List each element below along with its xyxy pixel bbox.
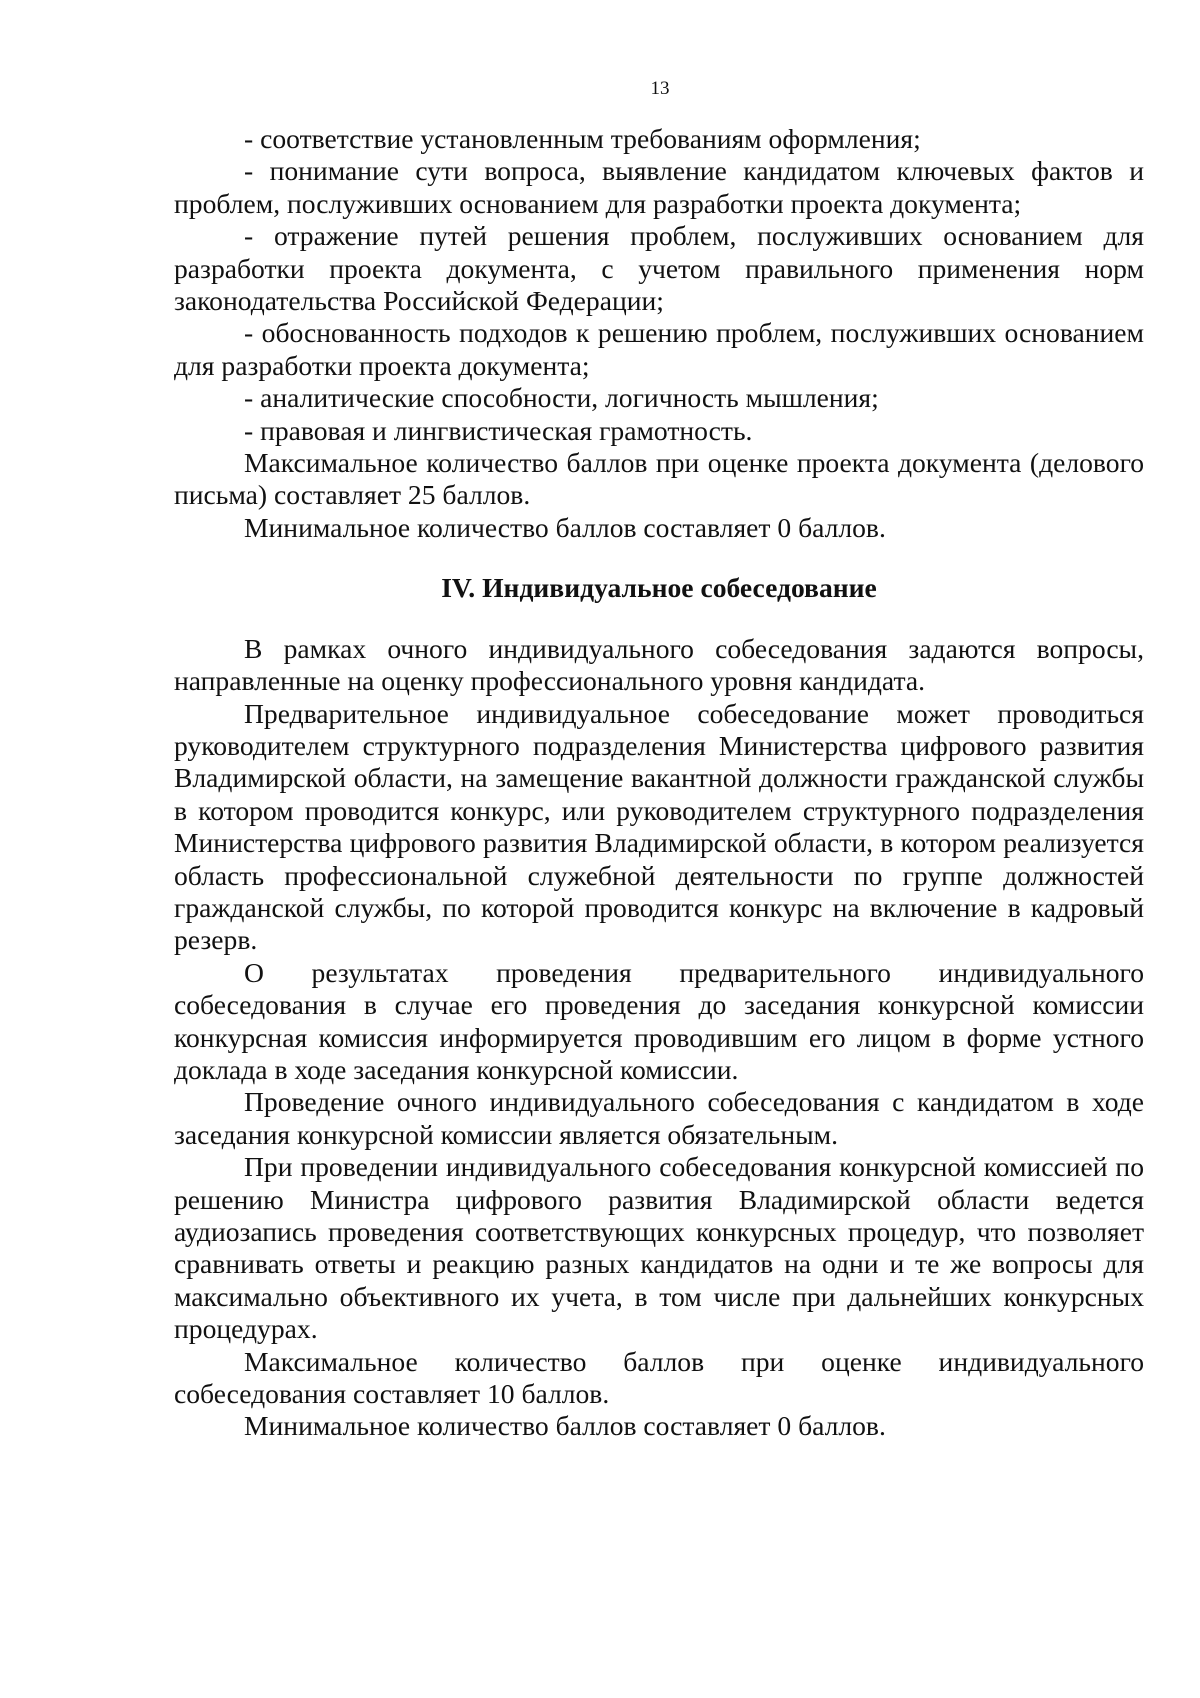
interview-min-score-paragraph: Минимальное количество баллов составляет 0 баллов. — [244, 1410, 886, 1442]
section-heading: IV. Индивидуальное собеседование — [441, 572, 877, 604]
interview-paragraph: Проведение очного индивидуального собеседования с кандидатом в ходе заседания конкурсной комиссии является обязательным. — [174, 1086, 1144, 1150]
interview-max-score-paragraph: Максимальное количество баллов при оценке индивидуального собеседования составляет 10 баллов. — [174, 1345, 1144, 1410]
criteria-item: - отражение путей решения проблем, послуживших основанием для разработки проекта документа, с учетом правильного применения норм законодательства Российской Федерации; — [174, 220, 1144, 317]
interview-paragraph: О результатах проведения предварительного индивидуального собеседования в случае его проведения до заседания конкурсной комиссии конкурсная комиссия информируется проводившим его лицом в форме устного доклада в ходе заседания конкурсной комиссии. — [174, 956, 1144, 1085]
min-score-paragraph: Минимальное количество баллов составляет 0 баллов. — [244, 511, 886, 543]
page-number: 13 — [650, 78, 670, 99]
criteria-item: - правовая и лингвистическая грамотность. — [244, 414, 753, 446]
criteria-item: - соответствие установленным требованиям оформления; — [244, 123, 921, 154]
interview-paragraph: Предварительное индивидуальное собеседование может проводиться руководителем структурного подразделения Министерства цифрового развития Владимирской области, на замещение вакантной должности гражданской службы в котором проводится конкурс, или руководителем структурного подразделения Министерства цифрового развития Владимирской области, в котором реализуется область профессиональной служебной деятельности по группе должностей гражданской службы, по которой проводится конкурс на включение в кадровый резерв. — [174, 697, 1144, 956]
criteria-item: - аналитические способности, логичность мышления; — [244, 382, 879, 414]
criteria-item: - обоснованность подходов к решению проблем, послуживших основанием для разработки проекта документа; — [174, 317, 1144, 381]
interview-paragraph: В рамках очного индивидуального собеседования задаются вопросы, направленные на оценку профессионального уровня кандидата. — [174, 632, 1144, 697]
max-score-paragraph: Максимальное количество баллов при оценке проекта документа (делового письма) составляет 25 баллов. — [174, 447, 1144, 511]
interview-paragraph: При проведении индивидуального собеседования конкурсной комиссией по решению Министра цифрового развития Владимирской области ведется аудиозапись проведения соответствующих конкурсных процедур, что позволяет сравнивать ответы и реакцию разных кандидатов на одни и те же вопросы для максимально объективного их учета, в том числе при дальнейших конкурсных процедурах. — [174, 1151, 1144, 1345]
document-body — [174, 123, 1144, 1443]
criteria-item: - понимание сути вопроса, выявление кандидатом ключевых фактов и проблем, послуживших основанием для разработки проекта документа; — [174, 155, 1144, 219]
